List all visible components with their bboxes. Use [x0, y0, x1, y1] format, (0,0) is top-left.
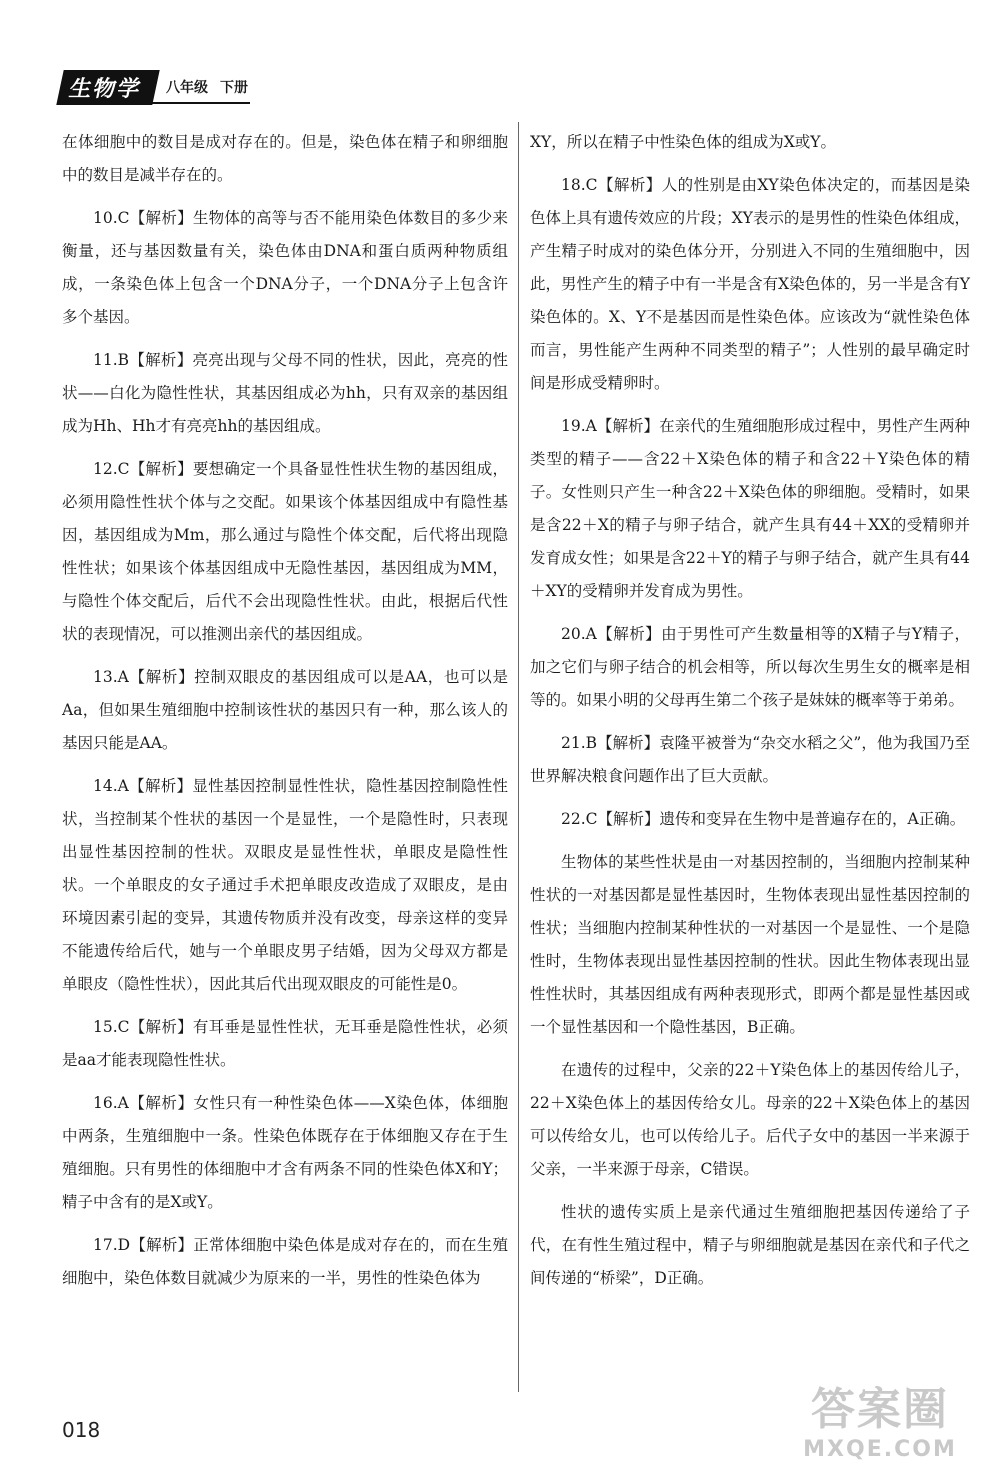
subject-label: 生物学 — [56, 70, 159, 105]
volume-label: 下册 — [220, 80, 249, 96]
right-column — [530, 126, 970, 1305]
answer-12: 12.C【解析】要想确定一个具备显性性状生物的基因组成，必须用隐性性状个体与之交配。如果该个体基因组成中有隐性基因，基因组成为Mm，那么通过与隐性个体交配，后代将出现隐性性状；如果该个体基因组成中无隐性基因，基因组成为MM，与隐性个体交配后，后代不会出现隐性性状。由此，根据后代性状的表现情况，可以推测出亲代的基因组成。 — [62, 460, 508, 643]
answer-22: 22.C【解析】遗传和变异在生物中是普遍存在的，A正确。 — [561, 810, 966, 828]
watermark-logo — [770, 1373, 990, 1463]
answer-13: 13.A【解析】控制双眼皮的基因组成可以是AA，也可以是Aa，但如果生殖细胞中控制该性状的基因只有一种，那么该人的基因只能是AA。 — [62, 668, 508, 752]
answer-10: 10.C【解析】生物体的高等与否不能用染色体数目的多少来衡量，还与基因数量有关，染色体由DNA和蛋白质两种物质组成，一条染色体上包含一个DNA分子，一个DNA分子上包含许多个基因。 — [62, 209, 508, 326]
answer-20: 20.A【解析】由于男性可产生数量相等的X精子与Y精子，加之它们与卵子结合的机会相等，所以每次生男生女的概率是相等的。如果小明的父母再生第二个孩子是妹妹的概率等于弟弟。 — [530, 625, 970, 709]
explanation-paragraph: 性状的遗传实质上是亲代通过生殖细胞把基因传递给了子代，在有性生殖过程中，精子与卵细胞就是基因在亲代和子代之间传递的“桥梁”，D正确。 — [530, 1203, 970, 1287]
left-column — [62, 126, 508, 1305]
answer-17: 17.D【解析】正常体细胞中染色体是成对存在的，而在生殖细胞中，染色体数目就减少为原来的一半，男性的性染色体为 — [62, 1236, 508, 1287]
answer-16: 16.A【解析】女性只有一种性染色体——X染色体，体细胞中两条，生殖细胞中一条。性染色体既存在于体细胞又存在于生殖细胞。只有男性的体细胞中才含有两条不同的性染色体X和Y；精子中含有的是X或Y。 — [62, 1094, 508, 1211]
watermark-top: 答案圈 — [811, 1384, 949, 1435]
explanation-paragraph: 在遗传的过程中，父亲的22＋Y染色体上的基因传给儿子，22＋X染色体上的基因传给女儿。母亲的22＋X染色体上的基因可以传给女儿，也可以传给儿子。后代子女中的基因一半来源于父亲，一半来源于母亲，C错误。 — [530, 1061, 970, 1178]
page-number: 018 — [62, 1418, 101, 1442]
header-rule — [60, 102, 250, 104]
explanation-paragraph: 生物体的某些性状是由一对基因控制的，当细胞内控制某种性状的一对基因都是显性基因时，生物体表现出显性基因控制的性状；当细胞内控制某种性状的一对基因一个是显性、一个是隐性时，生物体表现出显性基因控制的性状。因此生物体表现出显性性状时，其基因组成有两种表现形式，即两个都是显性基因或一个显性基因和一个隐性基因，B正确。 — [530, 853, 970, 1036]
column-divider — [518, 122, 519, 1392]
answer-21: 21.B【解析】袁隆平被誉为“杂交水稻之父”，他为我国乃至世界解决粮食问题作出了巨大贡献。 — [530, 734, 970, 785]
answer-14: 14.A【解析】显性基因控制显性性状，隐性基因控制隐性性状，当控制某个性状的基因一个是显性，一个是隐性时，只表现出显性基因控制的性状。双眼皮是显性性状，单眼皮是隐性性状。一个单眼皮的女子通过手术把单眼皮改造成了双眼皮，是由环境因素引起的变异，其遗传物质并没有改变，母亲这样的变异不能遗传给后代，她与一个单眼皮男子结婚，因为父母双方都是单眼皮（隐性性状），因此其后代出现双眼皮的可能性是0。 — [62, 777, 508, 993]
answer-19: 19.A【解析】在亲代的生殖细胞形成过程中，男性产生两种类型的精子——含22＋X染色体的精子和含22＋Y染色体的精子。女性则只产生一种含22＋X染色体的卵细胞。受精时，如果是含22＋X的精子与卵子结合，就产生具有44＋XX的受精卵并发育成女性；如果是含22＋Y的精子与卵子结合，就产生具有44＋XY的受精卵并发育成为男性。 — [530, 417, 970, 600]
watermark-bottom: MXQE.COM — [803, 1437, 957, 1462]
paragraph: 在体细胞中的数目是成对存在的。但是，染色体在精子和卵细胞中的数目是减半存在的。 — [62, 133, 508, 184]
answer-15: 15.C【解析】有耳垂是显性性状，无耳垂是隐性性状，必须是aa才能表现隐性性状。 — [62, 1018, 508, 1069]
paragraph: XY，所以在精子中性染色体的组成为X或Y。 — [530, 133, 837, 151]
answer-18: 18.C【解析】人的性别是由XY染色体决定的，而基因是染色体上具有遗传效应的片段；XY表示的是男性的性染色体组成，产生精子时成对的染色体分开，分别进入不同的生殖细胞中，因此，男性产生的精子中有一半是含有X染色体的，另一半是含有Y染色体的。X、Y不是基因而是性染色体。应该改为“就性染色体而言，男性能产生两种不同类型的精子”；人性别的最早确定时间是形成受精卵时。 — [530, 176, 970, 392]
grade-label: 八年级 — [166, 80, 209, 96]
answer-11: 11.B【解析】亮亮出现与父母不同的性状，因此，亮亮的性状——白化为隐性性状，其基因组成必为hh，只有双亲的基因组成为Hh、Hh才有亮亮hh的基因组成。 — [62, 351, 508, 435]
page-header — [60, 72, 248, 102]
